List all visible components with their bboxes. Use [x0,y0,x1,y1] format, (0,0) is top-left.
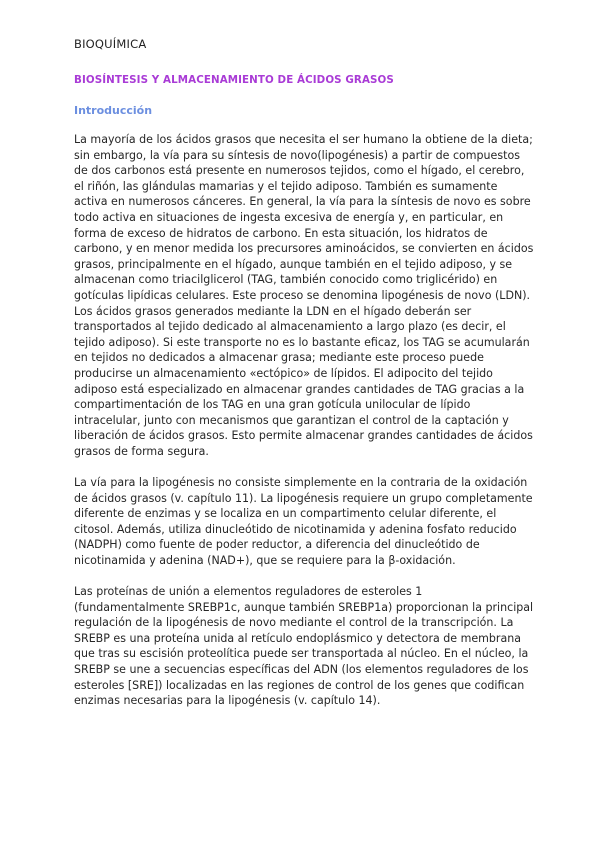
body-paragraph: La vía para la lipogénesis no consiste simplemente en la contraria de la oxidación de ácidos grasos (v. capítulo 11). La lipogénesis requiere un grupo completamente diferente de enzimas y se localiza en un compartimento celular diferente, el citosol. Además, utiliza dinucleótido de nicotinamida y adenina fosfato reducido (NADPH) como fuente de poder reductor, a diferencia del dinucleótido de nicotinamida y adenina (NAD+), que se requiere para la β-oxidación. [74,476,533,567]
section-heading: Introducción [74,104,153,117]
body-paragraph: La mayoría de los ácidos grasos que necesita el ser humano la obtiene de la dieta; sin embargo, la vía para su síntesis de novo(lipogénesis) a partir de compuestos de dos carbonos está presente en numerosos tejidos, como el hígado, el cerebro, el riñón, las glándulas mamarias y el tejido adiposo. También es sumamente activa en numerosos cánceres. En general, la vía para la síntesis de novo es sobre todo activa en situaciones de ingesta excesiva de energía y, en particular, en forma de exceso de hidratos de carbono. En esta situación, los hidratos de carbono, y en menor medida los precursores aminoácidos, se convierten en ácidos grasos, principalmente en el hígado, aunque también en el tejido adiposo, y se almacenan como triacilglicerol (TAG, también conocido como triglicérido) en gotículas lipídicas celulares. Este proceso se denomina lipogénesis de novo (LDN). Los ácidos grasos generados mediante la LDN en el hígado deberán ser transportados al tejido dedicado al almacenamiento a largo plazo (es decir, el tejido adiposo). Si este transporte no es lo bastante eficaz, los TAG se acumularán en tejidos no dedicados a almacenar grasa; mediante este proceso puede producirse un almacenamiento «ectópico» de lípidos. El adipocito del tejido adiposo está especializado en almacenar grandes cantidades de TAG gracias a la compartimentación de los TAG en una gran gotícula unilocular de lípido intracelular, junto con mecanismos que garantizan el control de la captación y liberación de ácidos grasos. Esto permite almacenar grandes cantidades de ácidos grasos de forma segura. [74,133,534,458]
body-paragraph: Las proteínas de unión a elementos reguladores de esteroles 1 (fundamentalmente SREBP1c, aunque también SREBP1a) proporcionan la principal regulación de la lipogénesis de novo mediante el control de la transcripción. La SREBP es una proteína unida al retículo endoplásmico y detectora de membrana que tras su escisión proteolítica puede ser transportada al núcleo. En el núcleo, la SREBP se une a secuencias específicas del ADN (los elementos reguladores de los esteroles [SRE]) localizadas en las regiones de control de los genes que codifican enzimas necesarias para la lipogénesis (v. capítulo 14). [74,585,534,708]
document-title: BIOSÍNTESIS Y ALMACENAMIENTO DE ÁCIDOS GRASOS [74,74,394,86]
page-header: BIOQUÍMICA [74,37,147,51]
